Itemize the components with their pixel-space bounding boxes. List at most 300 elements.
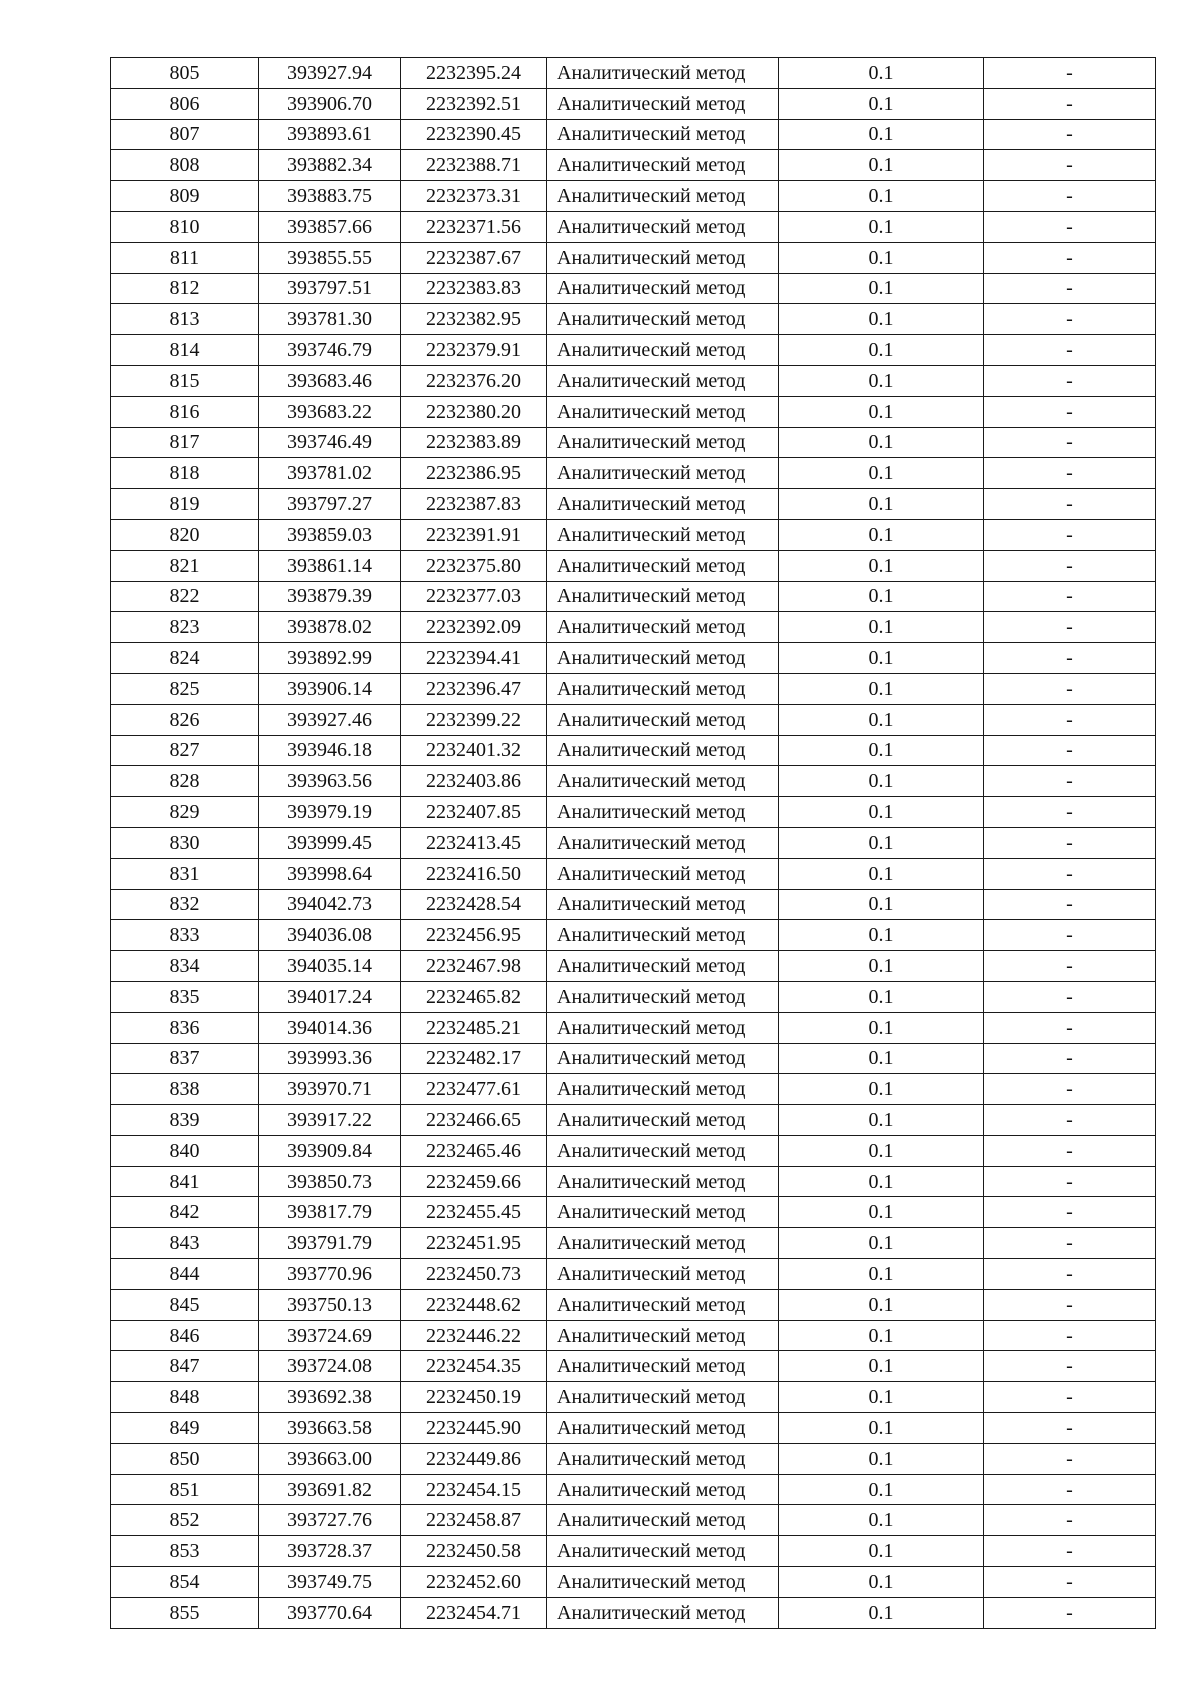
point-number-cell: 853 (111, 1536, 259, 1567)
y-coordinate-cell: 2232375.80 (401, 550, 547, 581)
y-coordinate-cell: 2232380.20 (401, 396, 547, 427)
point-number-cell: 849 (111, 1413, 259, 1444)
description-cell: - (984, 1567, 1156, 1598)
method-cell: Аналитический метод (547, 612, 779, 643)
y-coordinate-cell: 2232382.95 (401, 304, 547, 335)
y-coordinate-cell: 2232416.50 (401, 858, 547, 889)
point-number-cell: 821 (111, 550, 259, 581)
table-row (111, 797, 1156, 828)
accuracy-cell: 0.1 (779, 1289, 984, 1320)
description-cell: - (984, 242, 1156, 273)
accuracy-cell: 0.1 (779, 581, 984, 612)
accuracy-cell: 0.1 (779, 1567, 984, 1598)
description-cell: - (984, 581, 1156, 612)
table-row (111, 981, 1156, 1012)
description-cell: - (984, 704, 1156, 735)
description-cell: - (984, 858, 1156, 889)
x-coordinate-cell: 393746.49 (259, 427, 401, 458)
x-coordinate-cell: 393797.51 (259, 273, 401, 304)
description-cell: - (984, 1413, 1156, 1444)
accuracy-cell: 0.1 (779, 735, 984, 766)
x-coordinate-cell: 393850.73 (259, 1166, 401, 1197)
point-number-cell: 817 (111, 427, 259, 458)
x-coordinate-cell: 393663.58 (259, 1413, 401, 1444)
description-cell: - (984, 673, 1156, 704)
x-coordinate-cell: 393879.39 (259, 581, 401, 612)
method-cell: Аналитический метод (547, 304, 779, 335)
point-number-cell: 813 (111, 304, 259, 335)
y-coordinate-cell: 2232448.62 (401, 1289, 547, 1320)
point-number-cell: 827 (111, 735, 259, 766)
table-row (111, 181, 1156, 212)
method-cell: Аналитический метод (547, 1351, 779, 1382)
method-cell: Аналитический метод (547, 735, 779, 766)
accuracy-cell: 0.1 (779, 1043, 984, 1074)
coordinates-table-body (111, 58, 1156, 1629)
y-coordinate-cell: 2232386.95 (401, 458, 547, 489)
description-cell: - (984, 1474, 1156, 1505)
y-coordinate-cell: 2232392.09 (401, 612, 547, 643)
x-coordinate-cell: 394042.73 (259, 889, 401, 920)
x-coordinate-cell: 393878.02 (259, 612, 401, 643)
method-cell: Аналитический метод (547, 643, 779, 674)
table-row (111, 1166, 1156, 1197)
point-number-cell: 832 (111, 889, 259, 920)
x-coordinate-cell: 393857.66 (259, 211, 401, 242)
description-cell: - (984, 766, 1156, 797)
method-cell: Аналитический метод (547, 181, 779, 212)
table-row (111, 304, 1156, 335)
table-row (111, 1259, 1156, 1290)
y-coordinate-cell: 2232392.51 (401, 88, 547, 119)
x-coordinate-cell: 393683.22 (259, 396, 401, 427)
x-coordinate-cell: 393724.08 (259, 1351, 401, 1382)
table-row (111, 1074, 1156, 1105)
x-coordinate-cell: 393691.82 (259, 1474, 401, 1505)
x-coordinate-cell: 393993.36 (259, 1043, 401, 1074)
accuracy-cell: 0.1 (779, 1135, 984, 1166)
y-coordinate-cell: 2232377.03 (401, 581, 547, 612)
x-coordinate-cell: 393861.14 (259, 550, 401, 581)
method-cell: Аналитический метод (547, 889, 779, 920)
point-number-cell: 811 (111, 242, 259, 273)
description-cell: - (984, 181, 1156, 212)
method-cell: Аналитический метод (547, 1166, 779, 1197)
method-cell: Аналитический метод (547, 1289, 779, 1320)
y-coordinate-cell: 2232445.90 (401, 1413, 547, 1444)
x-coordinate-cell: 393917.22 (259, 1105, 401, 1136)
point-number-cell: 812 (111, 273, 259, 304)
method-cell: Аналитический метод (547, 211, 779, 242)
description-cell: - (984, 1197, 1156, 1228)
description-cell: - (984, 1012, 1156, 1043)
description-cell: - (984, 211, 1156, 242)
x-coordinate-cell: 394014.36 (259, 1012, 401, 1043)
accuracy-cell: 0.1 (779, 1197, 984, 1228)
method-cell: Аналитический метод (547, 1597, 779, 1628)
accuracy-cell: 0.1 (779, 673, 984, 704)
table-row (111, 458, 1156, 489)
description-cell: - (984, 1382, 1156, 1413)
point-number-cell: 846 (111, 1320, 259, 1351)
table-row (111, 242, 1156, 273)
y-coordinate-cell: 2232387.83 (401, 489, 547, 520)
method-cell: Аналитический метод (547, 1536, 779, 1567)
y-coordinate-cell: 2232428.54 (401, 889, 547, 920)
point-number-cell: 844 (111, 1259, 259, 1290)
point-number-cell: 833 (111, 920, 259, 951)
method-cell: Аналитический метод (547, 396, 779, 427)
x-coordinate-cell: 393855.55 (259, 242, 401, 273)
method-cell: Аналитический метод (547, 704, 779, 735)
accuracy-cell: 0.1 (779, 612, 984, 643)
accuracy-cell: 0.1 (779, 458, 984, 489)
method-cell: Аналитический метод (547, 58, 779, 89)
y-coordinate-cell: 2232454.15 (401, 1474, 547, 1505)
x-coordinate-cell: 393692.38 (259, 1382, 401, 1413)
method-cell: Аналитический метод (547, 1105, 779, 1136)
accuracy-cell: 0.1 (779, 951, 984, 982)
method-cell: Аналитический метод (547, 766, 779, 797)
accuracy-cell: 0.1 (779, 643, 984, 674)
table-row (111, 889, 1156, 920)
method-cell: Аналитический метод (547, 119, 779, 150)
description-cell: - (984, 1166, 1156, 1197)
table-row (111, 519, 1156, 550)
method-cell: Аналитический метод (547, 1259, 779, 1290)
table-row (111, 273, 1156, 304)
table-row (111, 550, 1156, 581)
accuracy-cell: 0.1 (779, 827, 984, 858)
y-coordinate-cell: 2232458.87 (401, 1505, 547, 1536)
accuracy-cell: 0.1 (779, 88, 984, 119)
accuracy-cell: 0.1 (779, 1259, 984, 1290)
table-row (111, 1597, 1156, 1628)
y-coordinate-cell: 2232454.35 (401, 1351, 547, 1382)
table-row (111, 581, 1156, 612)
accuracy-cell: 0.1 (779, 181, 984, 212)
y-coordinate-cell: 2232446.22 (401, 1320, 547, 1351)
table-row (111, 1351, 1156, 1382)
accuracy-cell: 0.1 (779, 889, 984, 920)
y-coordinate-cell: 2232379.91 (401, 335, 547, 366)
method-cell: Аналитический метод (547, 981, 779, 1012)
table-row (111, 1012, 1156, 1043)
x-coordinate-cell: 393749.75 (259, 1567, 401, 1598)
y-coordinate-cell: 2232391.91 (401, 519, 547, 550)
method-cell: Аналитический метод (547, 827, 779, 858)
point-number-cell: 816 (111, 396, 259, 427)
method-cell: Аналитический метод (547, 458, 779, 489)
table-row (111, 1043, 1156, 1074)
y-coordinate-cell: 2232407.85 (401, 797, 547, 828)
point-number-cell: 835 (111, 981, 259, 1012)
table-row (111, 211, 1156, 242)
point-number-cell: 840 (111, 1135, 259, 1166)
method-cell: Аналитический метод (547, 1228, 779, 1259)
point-number-cell: 855 (111, 1597, 259, 1628)
method-cell: Аналитический метод (547, 150, 779, 181)
table-row (111, 951, 1156, 982)
x-coordinate-cell: 393770.64 (259, 1597, 401, 1628)
table-row (111, 119, 1156, 150)
accuracy-cell: 0.1 (779, 1443, 984, 1474)
x-coordinate-cell: 393724.69 (259, 1320, 401, 1351)
point-number-cell: 836 (111, 1012, 259, 1043)
table-row (111, 1536, 1156, 1567)
accuracy-cell: 0.1 (779, 1505, 984, 1536)
table-row (111, 396, 1156, 427)
x-coordinate-cell: 393906.70 (259, 88, 401, 119)
y-coordinate-cell: 2232465.46 (401, 1135, 547, 1166)
accuracy-cell: 0.1 (779, 519, 984, 550)
description-cell: - (984, 519, 1156, 550)
method-cell: Аналитический метод (547, 550, 779, 581)
method-cell: Аналитический метод (547, 951, 779, 982)
description-cell: - (984, 889, 1156, 920)
point-number-cell: 838 (111, 1074, 259, 1105)
method-cell: Аналитический метод (547, 1320, 779, 1351)
method-cell: Аналитический метод (547, 1443, 779, 1474)
point-number-cell: 814 (111, 335, 259, 366)
table-row (111, 766, 1156, 797)
y-coordinate-cell: 2232477.61 (401, 1074, 547, 1105)
description-cell: - (984, 643, 1156, 674)
point-number-cell: 807 (111, 119, 259, 150)
table-row (111, 1505, 1156, 1536)
method-cell: Аналитический метод (547, 1567, 779, 1598)
y-coordinate-cell: 2232394.41 (401, 643, 547, 674)
method-cell: Аналитический метод (547, 581, 779, 612)
accuracy-cell: 0.1 (779, 365, 984, 396)
accuracy-cell: 0.1 (779, 335, 984, 366)
x-coordinate-cell: 393882.34 (259, 150, 401, 181)
table-row (111, 58, 1156, 89)
point-number-cell: 810 (111, 211, 259, 242)
table-row (111, 427, 1156, 458)
x-coordinate-cell: 394017.24 (259, 981, 401, 1012)
accuracy-cell: 0.1 (779, 242, 984, 273)
y-coordinate-cell: 2232387.67 (401, 242, 547, 273)
x-coordinate-cell: 393998.64 (259, 858, 401, 889)
y-coordinate-cell: 2232452.60 (401, 1567, 547, 1598)
description-cell: - (984, 981, 1156, 1012)
x-coordinate-cell: 393893.61 (259, 119, 401, 150)
point-number-cell: 806 (111, 88, 259, 119)
x-coordinate-cell: 393859.03 (259, 519, 401, 550)
y-coordinate-cell: 2232376.20 (401, 365, 547, 396)
table-row (111, 1320, 1156, 1351)
description-cell: - (984, 1597, 1156, 1628)
y-coordinate-cell: 2232399.22 (401, 704, 547, 735)
method-cell: Аналитический метод (547, 335, 779, 366)
method-cell: Аналитический метод (547, 858, 779, 889)
point-number-cell: 809 (111, 181, 259, 212)
accuracy-cell: 0.1 (779, 1320, 984, 1351)
table-row (111, 612, 1156, 643)
x-coordinate-cell: 393683.46 (259, 365, 401, 396)
accuracy-cell: 0.1 (779, 1536, 984, 1567)
table-row (111, 335, 1156, 366)
description-cell: - (984, 1135, 1156, 1166)
accuracy-cell: 0.1 (779, 858, 984, 889)
accuracy-cell: 0.1 (779, 304, 984, 335)
y-coordinate-cell: 2232451.95 (401, 1228, 547, 1259)
accuracy-cell: 0.1 (779, 704, 984, 735)
point-number-cell: 841 (111, 1166, 259, 1197)
point-number-cell: 845 (111, 1289, 259, 1320)
table-row (111, 643, 1156, 674)
point-number-cell: 828 (111, 766, 259, 797)
point-number-cell: 837 (111, 1043, 259, 1074)
y-coordinate-cell: 2232450.19 (401, 1382, 547, 1413)
description-cell: - (984, 735, 1156, 766)
method-cell: Аналитический метод (547, 1197, 779, 1228)
point-number-cell: 842 (111, 1197, 259, 1228)
y-coordinate-cell: 2232371.56 (401, 211, 547, 242)
description-cell: - (984, 427, 1156, 458)
method-cell: Аналитический метод (547, 797, 779, 828)
point-number-cell: 839 (111, 1105, 259, 1136)
x-coordinate-cell: 393781.30 (259, 304, 401, 335)
x-coordinate-cell: 393727.76 (259, 1505, 401, 1536)
y-coordinate-cell: 2232466.65 (401, 1105, 547, 1136)
description-cell: - (984, 396, 1156, 427)
accuracy-cell: 0.1 (779, 1012, 984, 1043)
accuracy-cell: 0.1 (779, 1105, 984, 1136)
y-coordinate-cell: 2232485.21 (401, 1012, 547, 1043)
point-number-cell: 851 (111, 1474, 259, 1505)
y-coordinate-cell: 2232383.83 (401, 273, 547, 304)
y-coordinate-cell: 2232449.86 (401, 1443, 547, 1474)
point-number-cell: 818 (111, 458, 259, 489)
accuracy-cell: 0.1 (779, 981, 984, 1012)
accuracy-cell: 0.1 (779, 1474, 984, 1505)
accuracy-cell: 0.1 (779, 58, 984, 89)
description-cell: - (984, 951, 1156, 982)
table-row (111, 673, 1156, 704)
table-row (111, 150, 1156, 181)
x-coordinate-cell: 393927.94 (259, 58, 401, 89)
x-coordinate-cell: 393791.79 (259, 1228, 401, 1259)
table-row (111, 1197, 1156, 1228)
point-number-cell: 830 (111, 827, 259, 858)
accuracy-cell: 0.1 (779, 489, 984, 520)
point-number-cell: 825 (111, 673, 259, 704)
y-coordinate-cell: 2232390.45 (401, 119, 547, 150)
description-cell: - (984, 1043, 1156, 1074)
method-cell: Аналитический метод (547, 242, 779, 273)
y-coordinate-cell: 2232413.45 (401, 827, 547, 858)
x-coordinate-cell: 393946.18 (259, 735, 401, 766)
x-coordinate-cell: 393970.71 (259, 1074, 401, 1105)
accuracy-cell: 0.1 (779, 119, 984, 150)
method-cell: Аналитический метод (547, 427, 779, 458)
accuracy-cell: 0.1 (779, 1351, 984, 1382)
accuracy-cell: 0.1 (779, 1413, 984, 1444)
table-row (111, 1289, 1156, 1320)
y-coordinate-cell: 2232459.66 (401, 1166, 547, 1197)
x-coordinate-cell: 393927.46 (259, 704, 401, 735)
point-number-cell: 826 (111, 704, 259, 735)
method-cell: Аналитический метод (547, 489, 779, 520)
description-cell: - (984, 489, 1156, 520)
accuracy-cell: 0.1 (779, 797, 984, 828)
table-row (111, 920, 1156, 951)
description-cell: - (984, 1074, 1156, 1105)
method-cell: Аналитический метод (547, 365, 779, 396)
point-number-cell: 808 (111, 150, 259, 181)
y-coordinate-cell: 2232401.32 (401, 735, 547, 766)
y-coordinate-cell: 2232403.86 (401, 766, 547, 797)
point-number-cell: 829 (111, 797, 259, 828)
accuracy-cell: 0.1 (779, 396, 984, 427)
point-number-cell: 834 (111, 951, 259, 982)
description-cell: - (984, 1351, 1156, 1382)
point-number-cell: 852 (111, 1505, 259, 1536)
y-coordinate-cell: 2232396.47 (401, 673, 547, 704)
x-coordinate-cell: 393728.37 (259, 1536, 401, 1567)
description-cell: - (984, 1259, 1156, 1290)
point-number-cell: 820 (111, 519, 259, 550)
description-cell: - (984, 827, 1156, 858)
point-number-cell: 819 (111, 489, 259, 520)
y-coordinate-cell: 2232454.71 (401, 1597, 547, 1628)
description-cell: - (984, 550, 1156, 581)
method-cell: Аналитический метод (547, 1074, 779, 1105)
x-coordinate-cell: 393750.13 (259, 1289, 401, 1320)
point-number-cell: 822 (111, 581, 259, 612)
y-coordinate-cell: 2232455.45 (401, 1197, 547, 1228)
y-coordinate-cell: 2232383.89 (401, 427, 547, 458)
table-row (111, 1105, 1156, 1136)
point-number-cell: 854 (111, 1567, 259, 1598)
accuracy-cell: 0.1 (779, 1074, 984, 1105)
x-coordinate-cell: 393797.27 (259, 489, 401, 520)
y-coordinate-cell: 2232450.58 (401, 1536, 547, 1567)
accuracy-cell: 0.1 (779, 1166, 984, 1197)
accuracy-cell: 0.1 (779, 1597, 984, 1628)
y-coordinate-cell: 2232467.98 (401, 951, 547, 982)
y-coordinate-cell: 2232450.73 (401, 1259, 547, 1290)
x-coordinate-cell: 394036.08 (259, 920, 401, 951)
point-number-cell: 805 (111, 58, 259, 89)
point-number-cell: 831 (111, 858, 259, 889)
description-cell: - (984, 1536, 1156, 1567)
description-cell: - (984, 304, 1156, 335)
method-cell: Аналитический метод (547, 1043, 779, 1074)
x-coordinate-cell: 393770.96 (259, 1259, 401, 1290)
table-row (111, 88, 1156, 119)
description-cell: - (984, 920, 1156, 951)
description-cell: - (984, 797, 1156, 828)
accuracy-cell: 0.1 (779, 427, 984, 458)
description-cell: - (984, 365, 1156, 396)
x-coordinate-cell: 393909.84 (259, 1135, 401, 1166)
y-coordinate-cell: 2232395.24 (401, 58, 547, 89)
table-row (111, 1382, 1156, 1413)
point-number-cell: 848 (111, 1382, 259, 1413)
accuracy-cell: 0.1 (779, 1228, 984, 1259)
description-cell: - (984, 88, 1156, 119)
point-number-cell: 847 (111, 1351, 259, 1382)
x-coordinate-cell: 393999.45 (259, 827, 401, 858)
description-cell: - (984, 1105, 1156, 1136)
description-cell: - (984, 1505, 1156, 1536)
table-row (111, 704, 1156, 735)
accuracy-cell: 0.1 (779, 273, 984, 304)
table-row (111, 735, 1156, 766)
